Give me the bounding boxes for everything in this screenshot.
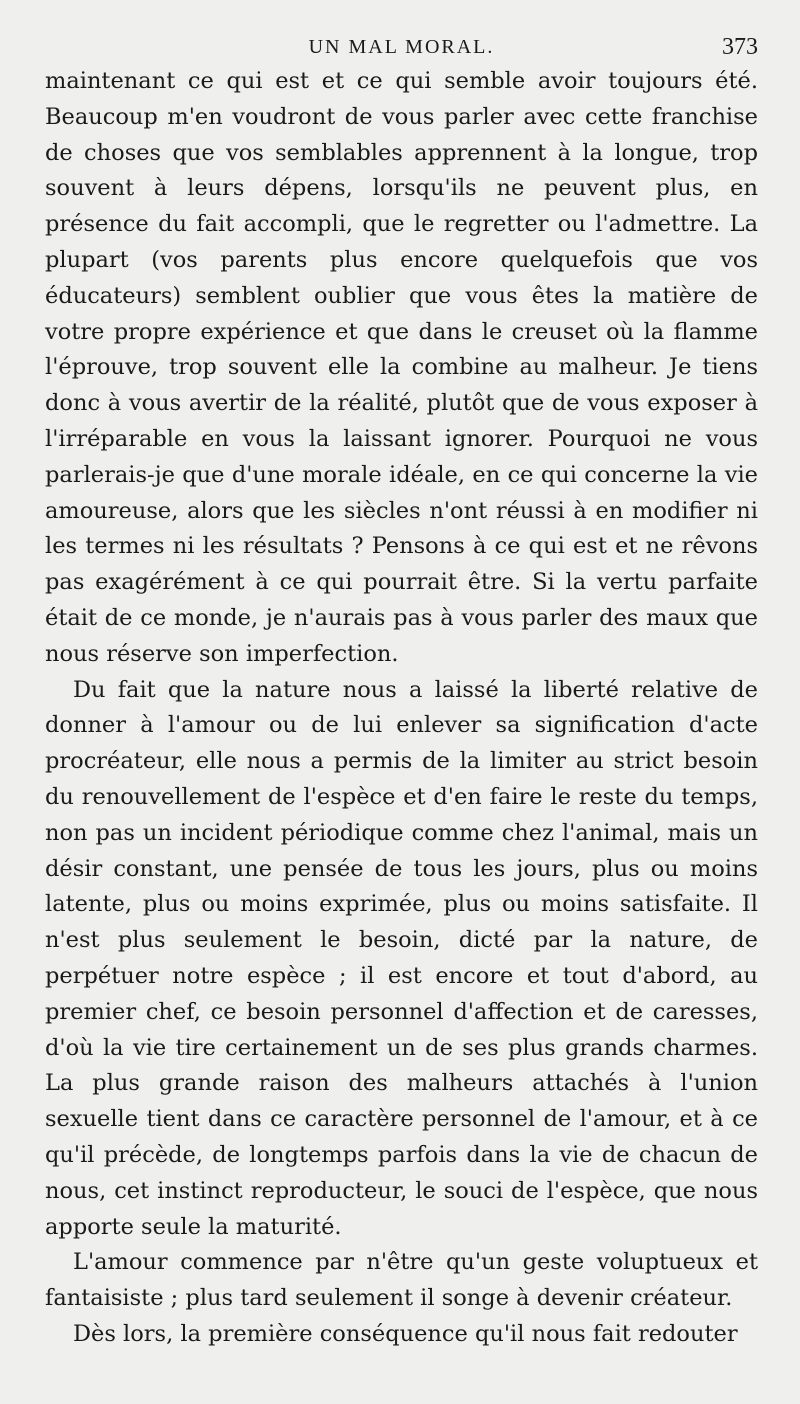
running-title: UN MAL MORAL. xyxy=(308,36,495,58)
body-text xyxy=(45,64,758,1353)
page-number: 373 xyxy=(722,34,758,60)
paragraph: Dès lors, la première conséquence qu'il nous fait redouter xyxy=(73,1320,738,1347)
paragraph: Du fait que la nature nous a laissé la liberté relative de donner à l'amour ou de lui enlever sa signification d'acte procréateur, elle nous a permis de la limiter au strict besoin du renouvellement de l'espèce et d'en faire le reste du temps, non pas un incident périodique comme chez l'animal, mais un désir constant, une pensée de tous les jours, plus ou moins latente, plus ou moins exprimée, plus ou moins satisfaite. Il n'est plus seulement le besoin, dicté par la nature, de perpétuer notre espèce ; il est encore et tout d'abord, au premier chef, ce besoin personnel d'affection et de caresses, d'où la vie tire certainement un de ses plus grands charmes. La plus grande raison des malheurs attachés à l'union sexuelle tient dans ce caractère personnel de l'amour, et à ce qu'il précède, de longtemps parfois dans la vie de chacun de nous, cet instinct reproducteur, le souci de l'espèce, que nous apporte seule la maturité. xyxy=(45,676,758,1240)
paragraph: L'amour commence par n'être qu'un geste voluptueux et fantaisiste ; plus tard seulement il songe à devenir créateur. xyxy=(45,1249,758,1312)
paragraph: maintenant ce qui est et ce qui semble avoir toujours été. Beaucoup m'en voudront de vous parler avec cette franchise de choses que vos semblables apprennent à la longue, trop souvent à leurs dépens, lorsqu'ils ne peuvent plus, en présence du fait accompli, que le regretter ou l'admettre. La plupart (vos parents plus encore quelquefois que vos éducateurs) semblent oublier que vous êtes la matière de votre propre expérience et que dans le creuset où la flamme l'éprouve, trop souvent elle la combine au malheur. Je tiens donc à vous avertir de la réalité, plutôt que de vous exposer à l'irréparable en vous la laissant ignorer. Pourquoi ne vous parlerais-je que d'une morale idéale, en ce qui concerne la vie amoureuse, alors que les siècles n'ont réussi à en modifier ni les termes ni les résultats ? Pensons à ce qui est et ne rêvons pas exagérément à ce qui pourrait être. Si la vertu parfaite était de ce monde, je n'aurais pas à vous parler des maux que nous réserve son imperfection. xyxy=(45,68,758,667)
page-header xyxy=(45,30,758,64)
